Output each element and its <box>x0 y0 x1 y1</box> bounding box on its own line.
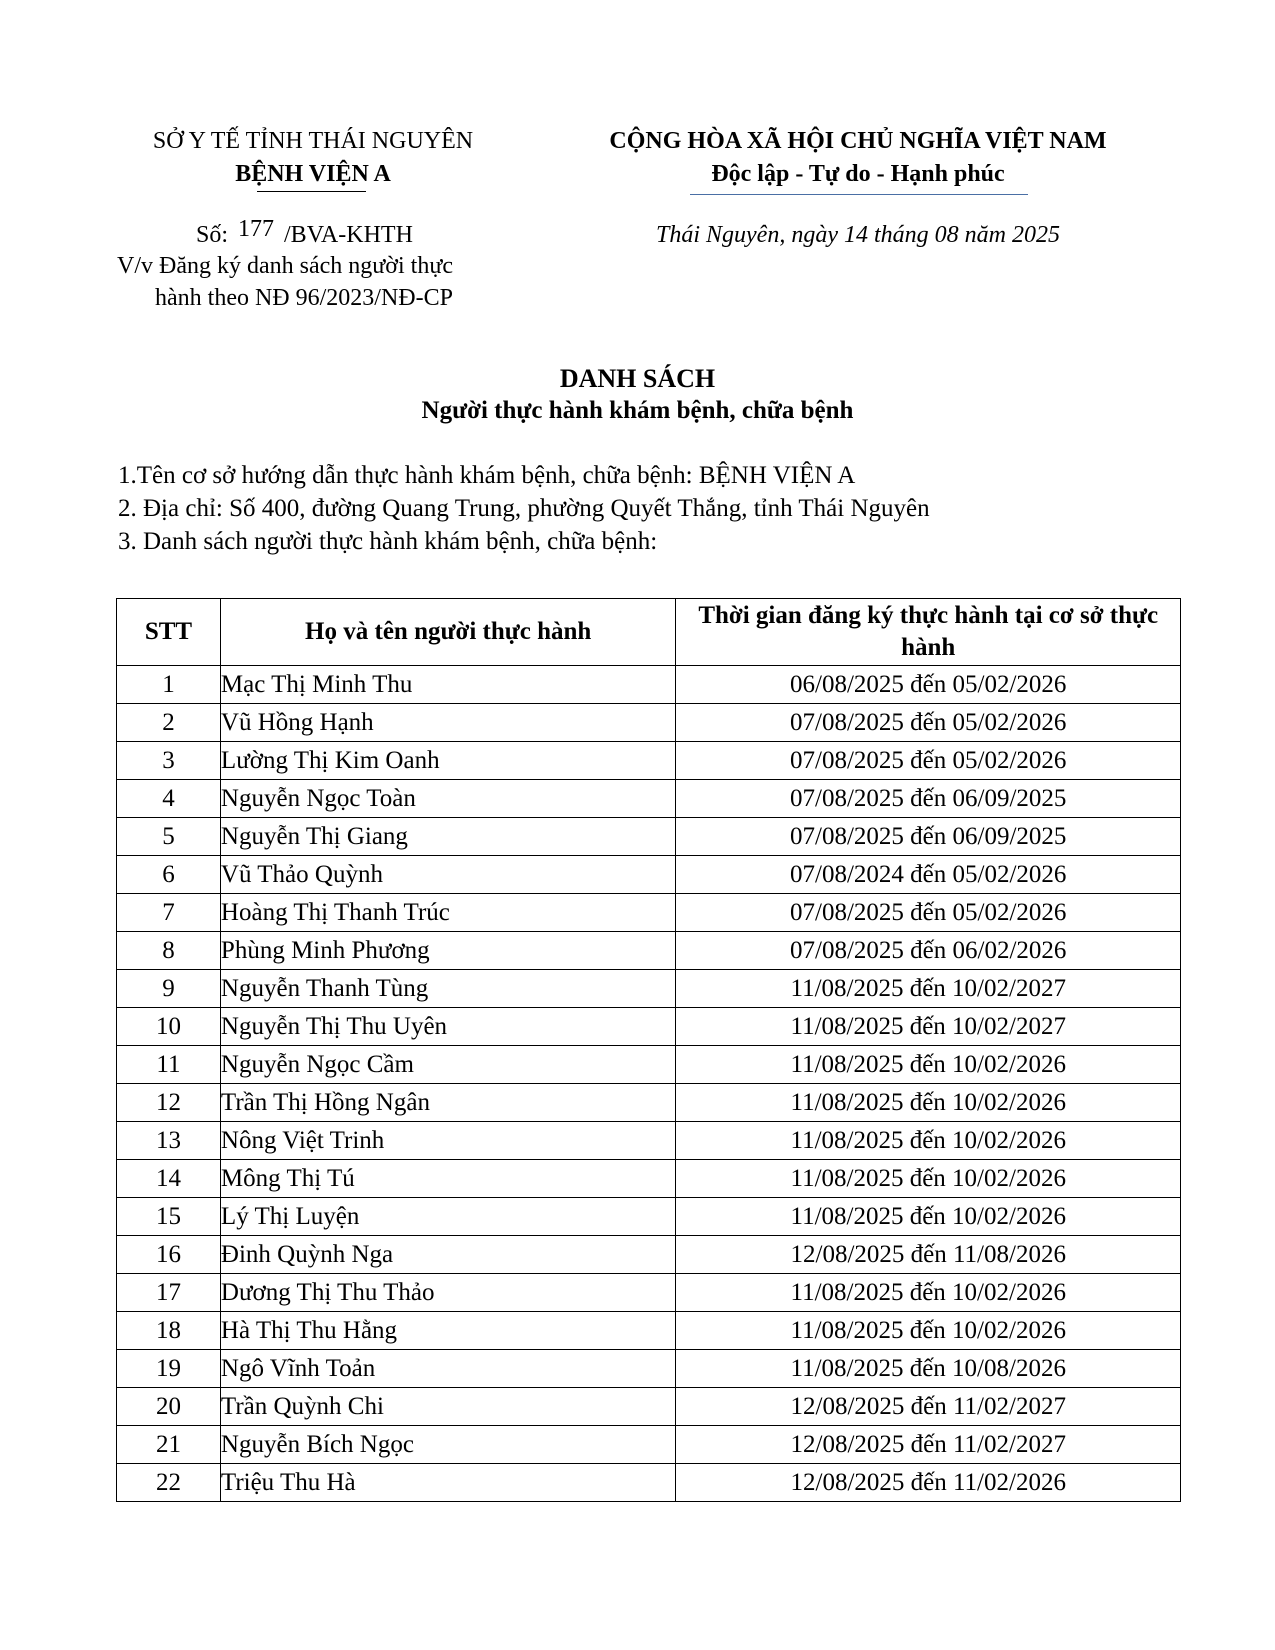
row-time: 07/08/2024 đến 05/02/2026 <box>676 856 1181 894</box>
row-stt: 10 <box>117 1008 221 1046</box>
row-name: Nguyễn Ngọc Cầm <box>220 1046 676 1084</box>
row-time: 07/08/2025 đến 06/09/2025 <box>676 818 1181 856</box>
table-row <box>117 1464 1181 1502</box>
table-row <box>117 1008 1181 1046</box>
row-time: 11/08/2025 đến 10/02/2026 <box>676 1274 1181 1312</box>
row-time: 11/08/2025 đến 10/02/2026 <box>676 1084 1181 1122</box>
table-row <box>117 856 1181 894</box>
row-time: 12/08/2025 đến 11/02/2027 <box>676 1388 1181 1426</box>
row-name: Nguyễn Thanh Tùng <box>220 970 676 1008</box>
row-name: Phùng Minh Phương <box>220 932 676 970</box>
table-row <box>117 1198 1181 1236</box>
row-stt: 9 <box>117 970 221 1008</box>
table-row <box>117 1312 1181 1350</box>
row-stt: 21 <box>117 1426 221 1464</box>
table-row <box>117 1388 1181 1426</box>
nation-title: CỘNG HÒA XÃ HỘI CHỦ NGHĨA VIỆT NAM <box>609 128 1107 154</box>
table-row <box>117 932 1181 970</box>
row-stt: 2 <box>117 704 221 742</box>
row-time: 12/08/2025 đến 11/08/2026 <box>676 1236 1181 1274</box>
row-name: Đinh Quỳnh Nga <box>220 1236 676 1274</box>
row-stt: 19 <box>117 1350 221 1388</box>
table-row <box>117 1046 1181 1084</box>
table-row <box>117 1236 1181 1274</box>
motto-underline <box>690 194 1028 195</box>
place-date: Thái Nguyên, ngày 14 tháng 08 năm 2025 <box>656 222 1060 248</box>
table-row <box>117 1122 1181 1160</box>
practitioner-table <box>116 598 1181 1502</box>
table-row <box>117 970 1181 1008</box>
table-body <box>117 666 1181 1502</box>
row-time: 07/08/2025 đến 05/02/2026 <box>676 894 1181 932</box>
row-name: Nguyễn Thị Giang <box>220 818 676 856</box>
row-stt: 8 <box>117 932 221 970</box>
row-time: 06/08/2025 đến 05/02/2026 <box>676 666 1181 704</box>
row-time: 07/08/2025 đến 05/02/2026 <box>676 704 1181 742</box>
row-stt: 4 <box>117 780 221 818</box>
row-stt: 22 <box>117 1464 221 1502</box>
row-name: Nguyễn Ngọc Toàn <box>220 780 676 818</box>
table-row <box>117 1160 1181 1198</box>
row-time: 11/08/2025 đến 10/02/2027 <box>676 970 1181 1008</box>
table-row <box>117 894 1181 932</box>
table-row <box>117 1426 1181 1464</box>
document-title: DANH SÁCH <box>559 364 716 393</box>
info-line-list-heading: 3. Danh sách người thực hành khám bệnh, chữa bệnh: <box>118 528 658 555</box>
row-time: 11/08/2025 đến 10/02/2026 <box>676 1160 1181 1198</box>
table-header-row <box>117 599 1181 666</box>
row-name: Mông Thị Tú <box>220 1160 676 1198</box>
row-stt: 6 <box>117 856 221 894</box>
info-line-address: 2. Địa chỉ: Số 400, đường Quang Trung, phường Quyết Thắng, tỉnh Thái Nguyên <box>118 495 930 522</box>
subject-line-1: V/v Đăng ký danh sách người thực <box>117 253 453 279</box>
row-name: Ngô Vĩnh Toản <box>220 1350 676 1388</box>
header-time: Thời gian đăng ký thực hành tại cơ sở thực hành <box>676 599 1181 666</box>
row-time: 12/08/2025 đến 11/02/2027 <box>676 1426 1181 1464</box>
doc-number-value: 177 <box>238 216 275 242</box>
doc-number-label: Số: <box>196 222 229 248</box>
doc-number-suffix: /BVA-KHTH <box>284 222 413 248</box>
row-name: Lường Thị Kim Oanh <box>220 742 676 780</box>
hospital-underline <box>257 191 366 192</box>
row-time: 11/08/2025 đến 10/02/2026 <box>676 1046 1181 1084</box>
row-stt: 3 <box>117 742 221 780</box>
row-stt: 20 <box>117 1388 221 1426</box>
row-time: 07/08/2025 đến 06/02/2026 <box>676 932 1181 970</box>
table-row <box>117 704 1181 742</box>
row-name: Vũ Hồng Hạnh <box>220 704 676 742</box>
document-subtitle: Người thực hành khám bệnh, chữa bệnh <box>421 397 854 424</box>
table-row <box>117 1084 1181 1122</box>
row-stt: 1 <box>117 666 221 704</box>
agency-name: SỞ Y TẾ TỈNH THÁI NGUYÊN <box>152 128 474 154</box>
row-time: 12/08/2025 đến 11/02/2026 <box>676 1464 1181 1502</box>
header-name: Họ và tên người thực hành <box>220 599 676 666</box>
row-stt: 13 <box>117 1122 221 1160</box>
row-name: Dương Thị Thu Thảo <box>220 1274 676 1312</box>
row-name: Nông Việt Trinh <box>220 1122 676 1160</box>
table-row <box>117 780 1181 818</box>
row-name: Trần Thị Hồng Ngân <box>220 1084 676 1122</box>
row-name: Hà Thị Thu Hằng <box>220 1312 676 1350</box>
row-stt: 15 <box>117 1198 221 1236</box>
header-stt: STT <box>117 599 221 666</box>
row-time: 11/08/2025 đến 10/02/2026 <box>676 1312 1181 1350</box>
motto: Độc lập - Tự do - Hạnh phúc <box>711 161 1005 187</box>
row-stt: 16 <box>117 1236 221 1274</box>
table-row <box>117 742 1181 780</box>
row-time: 11/08/2025 đến 10/02/2027 <box>676 1008 1181 1046</box>
doc-number-line <box>196 216 413 249</box>
row-stt: 14 <box>117 1160 221 1198</box>
row-stt: 11 <box>117 1046 221 1084</box>
row-stt: 12 <box>117 1084 221 1122</box>
table-row <box>117 666 1181 704</box>
row-time: 11/08/2025 đến 10/08/2026 <box>676 1350 1181 1388</box>
row-name: Lý Thị Luyện <box>220 1198 676 1236</box>
table-row <box>117 1350 1181 1388</box>
row-time: 11/08/2025 đến 10/02/2026 <box>676 1198 1181 1236</box>
row-time: 07/08/2025 đến 06/09/2025 <box>676 780 1181 818</box>
row-name: Trần Quỳnh Chi <box>220 1388 676 1426</box>
subject-line-2: hành theo NĐ 96/2023/NĐ-CP <box>155 285 453 311</box>
row-name: Hoàng Thị Thanh Trúc <box>220 894 676 932</box>
row-time: 11/08/2025 đến 10/02/2026 <box>676 1122 1181 1160</box>
info-line-facility: 1.Tên cơ sở hướng dẫn thực hành khám bệnh, chữa bệnh: BỆNH VIỆN A <box>118 462 856 489</box>
row-name: Nguyễn Thị Thu Uyên <box>220 1008 676 1046</box>
row-name: Mạc Thị Minh Thu <box>220 666 676 704</box>
row-stt: 7 <box>117 894 221 932</box>
row-name: Vũ Thảo Quỳnh <box>220 856 676 894</box>
row-name: Triệu Thu Hà <box>220 1464 676 1502</box>
table-row <box>117 1274 1181 1312</box>
row-stt: 17 <box>117 1274 221 1312</box>
hospital-name: BỆNH VIỆN A <box>235 161 391 187</box>
row-stt: 18 <box>117 1312 221 1350</box>
row-stt: 5 <box>117 818 221 856</box>
row-name: Nguyễn Bích Ngọc <box>220 1426 676 1464</box>
row-time: 07/08/2025 đến 05/02/2026 <box>676 742 1181 780</box>
table-row <box>117 818 1181 856</box>
